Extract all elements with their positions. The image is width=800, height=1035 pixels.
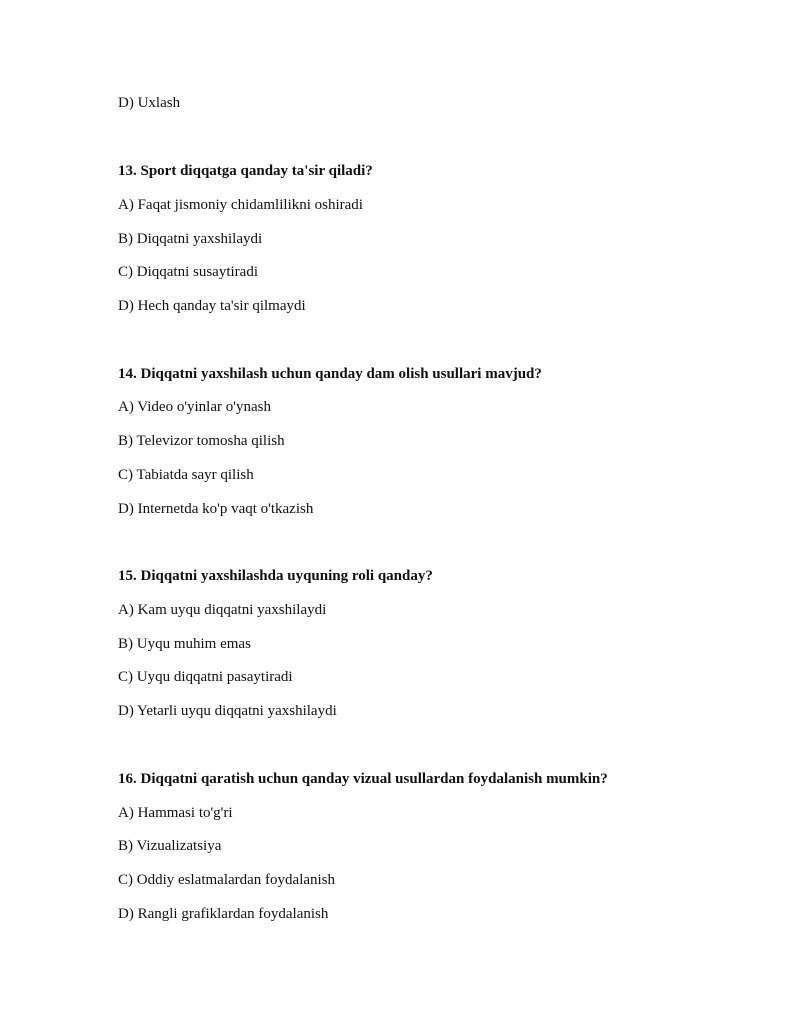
question-14-title: 14. Diqqatni yaxshilash uchun qanday dam olish usullari mavjud? bbox=[118, 366, 542, 382]
option-d-uxlash: D) Uxlash bbox=[118, 95, 181, 111]
question-14-option-a: A) Video o'yinlar o'ynash bbox=[118, 399, 271, 415]
question-14-option-c: C) Tabiatda sayr qilish bbox=[118, 467, 254, 483]
question-16-title: 16. Diqqatni qaratish uchun qanday vizual usullardan foydalanish mumkin? bbox=[118, 771, 608, 787]
question-13-option-a: A) Faqat jismoniy chidamlilikni oshiradi bbox=[118, 197, 363, 213]
question-15-option-d: D) Yetarli uyqu diqqatni yaxshilaydi bbox=[118, 703, 337, 719]
question-13-title: 13. Sport diqqatga qanday ta'sir qiladi? bbox=[118, 163, 373, 179]
question-13-option-b: B) Diqqatni yaxshilaydi bbox=[118, 231, 263, 247]
question-14-option-d: D) Internetda ko'p vaqt o'tkazish bbox=[118, 501, 314, 517]
question-15-option-c: C) Uyqu diqqatni pasaytiradi bbox=[118, 669, 293, 685]
question-15-option-a: A) Kam uyqu diqqatni yaxshilaydi bbox=[118, 602, 327, 618]
question-16-option-a: A) Hammasi to'g'ri bbox=[118, 805, 233, 821]
question-15-title: 15. Diqqatni yaxshilashda uyquning roli qanday? bbox=[118, 568, 433, 584]
question-16-option-c: C) Oddiy eslatmalardan foydalanish bbox=[118, 872, 336, 888]
question-16-option-d: D) Rangli grafiklardan foydalanish bbox=[118, 906, 329, 922]
question-13-option-d: D) Hech qanday ta'sir qilmaydi bbox=[118, 298, 306, 314]
question-15-option-b: B) Uyqu muhim emas bbox=[118, 636, 251, 652]
question-16-option-b: B) Vizualizatsiya bbox=[118, 838, 222, 854]
question-14-option-b: B) Televizor tomosha qilish bbox=[118, 433, 285, 449]
question-13-option-c: C) Diqqatni susaytiradi bbox=[118, 264, 258, 280]
